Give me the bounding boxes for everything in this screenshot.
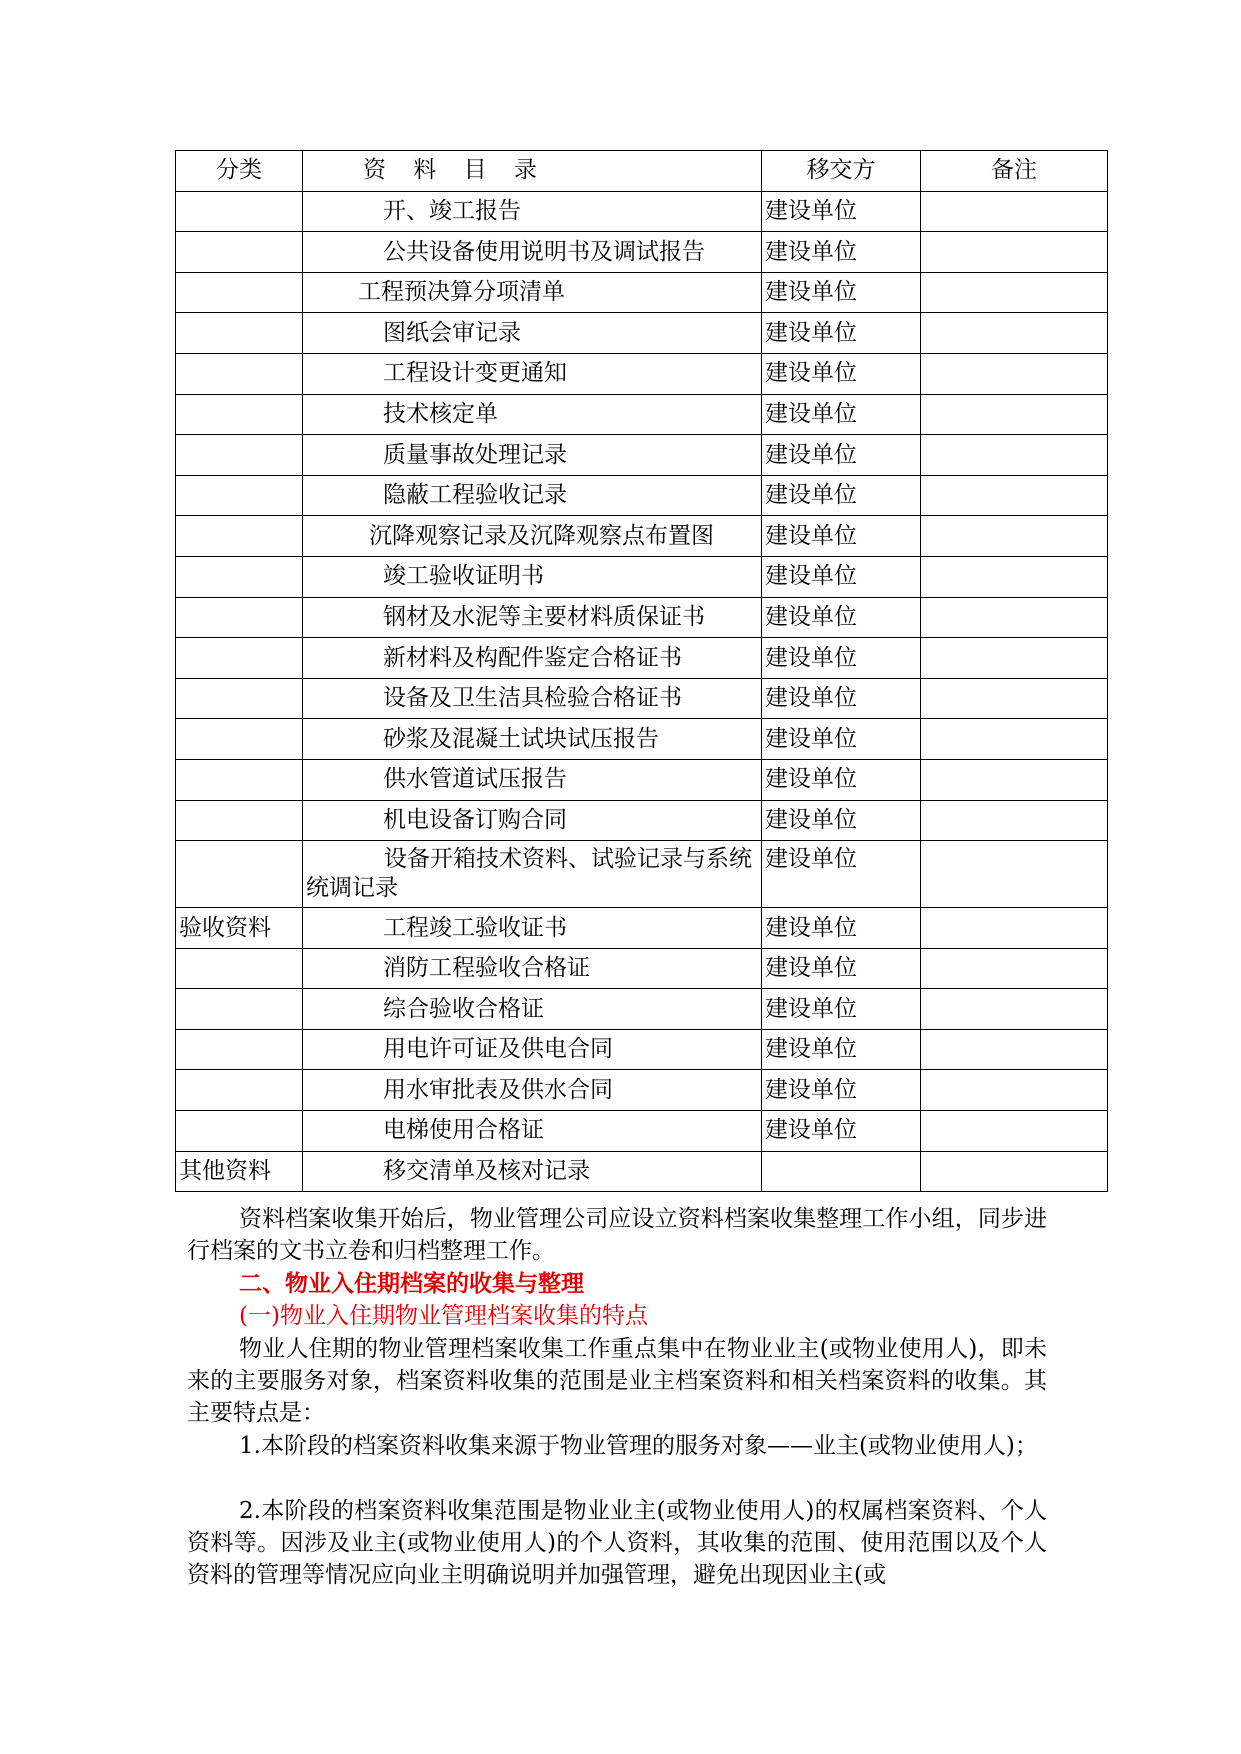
table-row — [176, 759, 1108, 800]
header-note: 备注 — [921, 151, 1108, 192]
note-cell — [921, 1029, 1108, 1070]
note-cell — [921, 353, 1108, 394]
category-cell — [176, 353, 303, 394]
item-cell: 电梯使用合格证 — [303, 1111, 762, 1152]
table-row — [176, 908, 1108, 949]
note-cell — [921, 272, 1108, 313]
table-row — [176, 394, 1108, 435]
header-party: 移交方 — [762, 151, 921, 192]
category-cell — [176, 759, 303, 800]
item-cell: 隐蔽工程验收记录 — [303, 475, 762, 516]
paragraph-feature-1: 1.本阶段的档案资料收集来源于物业管理的服务对象——业主(或物业使用人)； — [239, 1433, 1038, 1459]
category-cell — [176, 638, 303, 679]
table-row — [176, 475, 1108, 516]
item-cell: 设备及卫生洁具检验合格证书 — [303, 678, 762, 719]
item-cell: 钢材及水泥等主要材料质保证书 — [303, 597, 762, 638]
table-row — [176, 556, 1108, 597]
header-item: 资 料 目 录 — [303, 151, 762, 192]
note-cell — [921, 989, 1108, 1030]
header-category: 分类 — [176, 151, 303, 192]
paragraph-features-intro: 物业人住期的物业管理档案收集工作重点集中在物业业主(或物业使用人)，即未来的主要服务对象，档案资料收集的范围是业主档案资料和相关档案资料的收集。其主要特点是： — [187, 1336, 1047, 1426]
table-row — [176, 272, 1108, 313]
subsection-heading: (一)物业入住期物业管理档案收集的特点 — [239, 1303, 648, 1329]
party-cell: 建设单位 — [762, 556, 921, 597]
category-cell — [176, 272, 303, 313]
item-cell: 图纸会审记录 — [303, 313, 762, 354]
party-cell: 建设单位 — [762, 908, 921, 949]
item-cell: 用水审批表及供水合同 — [303, 1070, 762, 1111]
table-header-row — [176, 151, 1108, 192]
party-cell: 建设单位 — [762, 719, 921, 760]
party-cell: 建设单位 — [762, 1070, 921, 1111]
category-cell — [176, 989, 303, 1030]
party-cell: 建设单位 — [762, 191, 921, 232]
party-cell: 建设单位 — [762, 353, 921, 394]
note-cell — [921, 1111, 1108, 1152]
item-cell: 用电许可证及供电合同 — [303, 1029, 762, 1070]
table-row — [176, 948, 1108, 989]
category-cell — [176, 597, 303, 638]
category-cell — [176, 313, 303, 354]
party-cell: 建设单位 — [762, 1111, 921, 1152]
note-cell — [921, 232, 1108, 273]
item-cell: 砂浆及混凝土试块试压报告 — [303, 719, 762, 760]
category-cell: 验收资料 — [176, 908, 303, 949]
table-row — [176, 800, 1108, 841]
table-row — [176, 232, 1108, 273]
category-cell — [176, 841, 303, 908]
category-cell — [176, 516, 303, 557]
table-row — [176, 191, 1108, 232]
table-row — [176, 313, 1108, 354]
item-cell: 新材料及构配件鉴定合格证书 — [303, 638, 762, 679]
note-cell — [921, 313, 1108, 354]
party-cell: 建设单位 — [762, 678, 921, 719]
note-cell — [921, 394, 1108, 435]
category-cell — [176, 1111, 303, 1152]
table-row — [176, 516, 1108, 557]
table-row — [176, 719, 1108, 760]
category-cell — [176, 394, 303, 435]
table-row — [176, 989, 1108, 1030]
note-cell — [921, 475, 1108, 516]
category-cell — [176, 475, 303, 516]
party-cell: 建设单位 — [762, 475, 921, 516]
note-cell — [921, 516, 1108, 557]
party-cell: 建设单位 — [762, 948, 921, 989]
item-cell: 综合验收合格证 — [303, 989, 762, 1030]
table-row — [176, 1029, 1108, 1070]
item-cell: 公共设备使用说明书及调试报告 — [303, 232, 762, 273]
table-row — [176, 597, 1108, 638]
table-body — [176, 191, 1108, 1192]
category-cell — [176, 556, 303, 597]
note-cell — [921, 800, 1108, 841]
paragraph-archive-team: 资料档案收集开始后，物业管理公司应设立资料档案收集整理工作小组，同步进行档案的文书立卷和归档整理工作。 — [187, 1206, 1047, 1264]
party-cell: 建设单位 — [762, 272, 921, 313]
paragraph-feature-2: 2.本阶段的档案资料收集范围是物业业主(或物业使用人)的权属档案资料、个人资料等。因涉及业主(或物业使用人)的个人资料，其收集的范围、使用范围以及个人资料的管理等情况应向业主明确说明并加强管理，避免出现因业主(或 — [187, 1498, 1047, 1588]
item-cell: 工程设计变更通知 — [303, 353, 762, 394]
category-cell — [176, 1070, 303, 1111]
party-cell: 建设单位 — [762, 516, 921, 557]
item-cell: 工程预决算分项清单 — [303, 272, 762, 313]
party-cell: 建设单位 — [762, 313, 921, 354]
table-row — [176, 1070, 1108, 1111]
category-cell — [176, 435, 303, 476]
item-cell: 开、竣工报告 — [303, 191, 762, 232]
table-row — [176, 1111, 1108, 1152]
category-cell — [176, 948, 303, 989]
note-cell — [921, 678, 1108, 719]
note-cell — [921, 597, 1108, 638]
item-cell: 工程竣工验收证书 — [303, 908, 762, 949]
table-row — [176, 353, 1108, 394]
note-cell — [921, 1151, 1108, 1192]
party-cell: 建设单位 — [762, 841, 921, 908]
item-cell: 移交清单及核对记录 — [303, 1151, 762, 1192]
category-cell — [176, 191, 303, 232]
note-cell — [921, 948, 1108, 989]
note-cell — [921, 638, 1108, 679]
item-cell: 竣工验收证明书 — [303, 556, 762, 597]
party-cell: 建设单位 — [762, 597, 921, 638]
party-cell: 建设单位 — [762, 435, 921, 476]
note-cell — [921, 719, 1108, 760]
category-cell — [176, 719, 303, 760]
note-cell — [921, 435, 1108, 476]
table-row — [176, 638, 1108, 679]
note-cell — [921, 1070, 1108, 1111]
category-cell — [176, 232, 303, 273]
party-cell: 建设单位 — [762, 394, 921, 435]
item-cell: 供水管道试压报告 — [303, 759, 762, 800]
table-row — [176, 435, 1108, 476]
party-cell: 建设单位 — [762, 638, 921, 679]
note-cell — [921, 556, 1108, 597]
party-cell: 建设单位 — [762, 1029, 921, 1070]
table-row — [176, 841, 1108, 908]
party-cell — [762, 1151, 921, 1192]
party-cell: 建设单位 — [762, 232, 921, 273]
category-cell: 其他资料 — [176, 1151, 303, 1192]
table-row — [176, 1151, 1108, 1192]
item-cell: 设备开箱技术资料、试验记录与系统统调记录 — [303, 841, 762, 908]
note-cell — [921, 908, 1108, 949]
category-cell — [176, 678, 303, 719]
item-cell: 沉降观察记录及沉降观察点布置图 — [303, 516, 762, 557]
item-cell: 机电设备订购合同 — [303, 800, 762, 841]
section-heading: 二、物业入住期档案的收集与整理 — [239, 1270, 584, 1297]
party-cell: 建设单位 — [762, 989, 921, 1030]
item-cell: 技术核定单 — [303, 394, 762, 435]
note-cell — [921, 759, 1108, 800]
item-cell: 质量事故处理记录 — [303, 435, 762, 476]
category-cell — [176, 1029, 303, 1070]
table-row — [176, 678, 1108, 719]
note-cell — [921, 191, 1108, 232]
party-cell: 建设单位 — [762, 800, 921, 841]
note-cell — [921, 841, 1108, 908]
item-cell: 消防工程验收合格证 — [303, 948, 762, 989]
party-cell: 建设单位 — [762, 759, 921, 800]
archive-table — [175, 150, 1108, 1192]
category-cell — [176, 800, 303, 841]
